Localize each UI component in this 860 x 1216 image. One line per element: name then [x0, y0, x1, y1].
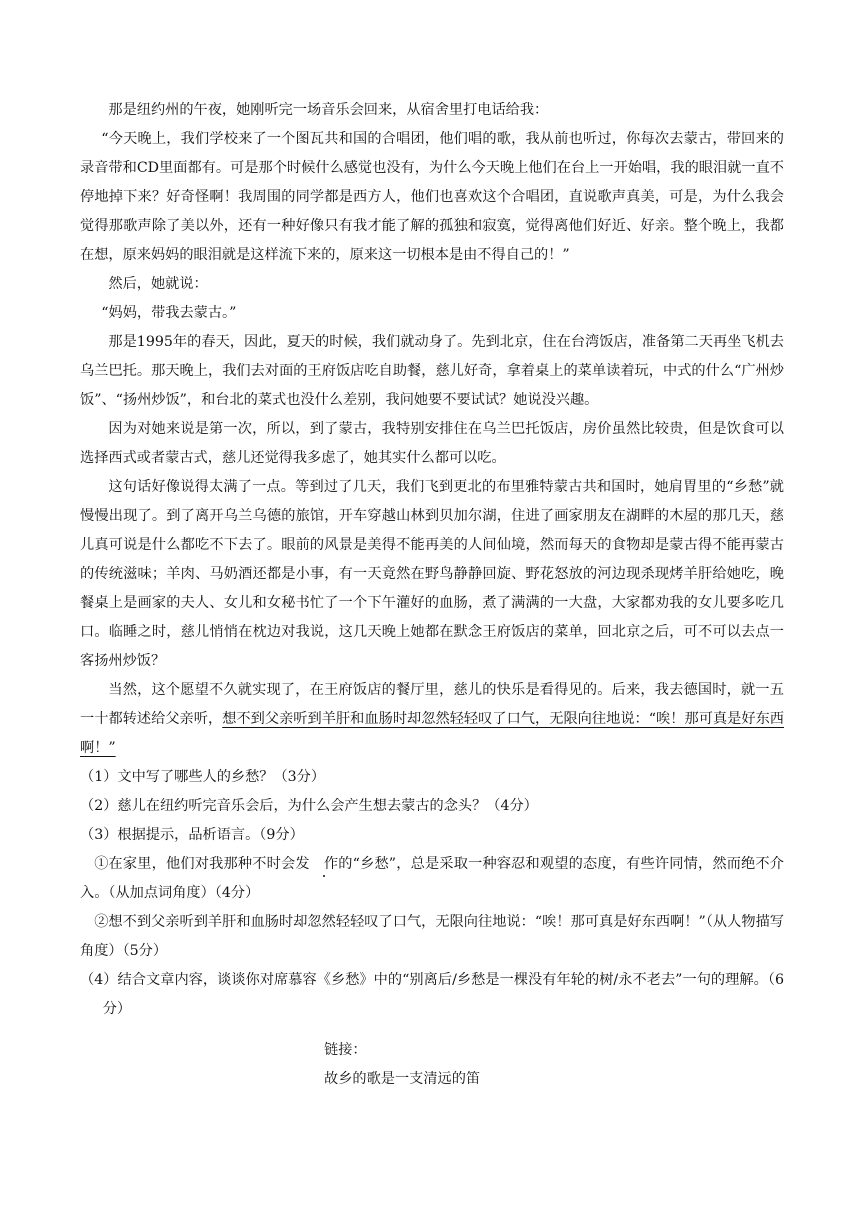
question-3-part-1 — [80, 850, 784, 908]
paragraph-5: 那是1995年的春天，因此，夏天的时候，我们就动身了。先到北京，住在台湾饭店，准备第二天再坐飞机去乌兰巴托。那天晚上，我们去对面的王府饭店吃自助餐，慈儿好奇，拿着桌上的菜单读着玩，中式的什么“广州炒饭”、“扬州炒饭”，和台北的菜式也没什么差别，我问她要不要试试？她说没兴趣。 — [80, 334, 784, 408]
question-4: （4）结合文章内容，谈谈你对席慕容《乡愁》中的“别离后/乡愁是一棵没有年轮的树/永不老去”一句的理解。（6分） — [80, 972, 784, 1017]
paragraph-1: 那是纽约州的午夜，她刚听完一场音乐会回来，从宿舍里打电话给我： — [108, 102, 549, 118]
question-3: （3）根据提示，品析语言。（9分） — [80, 827, 304, 843]
paragraph-8-text: 当然，这个愿望不久就实现了，在王府饭店的餐厅里，慈儿的快乐是看得见的。后来，我去德国时，就一五一十都转述给父亲听， — [80, 682, 784, 727]
question-2: （2）慈儿在纽约听完音乐会后，为什么会产生想去蒙古的念头？（4分） — [80, 798, 538, 814]
link-label: 链接： — [324, 1042, 367, 1058]
link-section — [80, 1036, 784, 1094]
paragraph-8 — [80, 676, 784, 763]
paragraph-3: 然后，她就说： — [108, 276, 208, 292]
question-3a-text-before: ①在家里，他们对我那种不时会发 — [94, 856, 310, 872]
document-page — [80, 96, 784, 1094]
link-title: 故乡的歌是一支清远的笛 — [324, 1071, 481, 1087]
question-3a-text-after: 的“乡愁”，总是采取一种容忍和观望的态度，有些许同情，然而绝不介入。（从加点词角度）（4分） — [80, 856, 784, 901]
question-3-part-2: ②想不到父亲听到羊肝和血肠时却忽然轻轻叹了口气，无限向往地说：“唉！那可真是好东西啊！”（从人物描写角度）（5分） — [80, 914, 784, 959]
paragraph-7: 这句话好像说得太满了一点。等到过了几天，我们飞到更北的布里雅特蒙古共和国时，她肩胃里的“乡愁”就慢慢出现了。到了离开乌兰乌德的旅馆，开车穿越山林到贝加尔湖，住进了画家朋友在湖畔的木屋的那几天，慈儿真可说是什么都吃不下去了。眼前的风景是美得不能再美的人间仙境，然而每天的食物却是蒙古得不能再蒙古的传统滋味；羊肉、马奶酒还都是小事，有一天竟然在野鸟静静回旋、野花怒放的河边现杀现烤羊肝给她吃，晚餐桌上是画家的夫人、女儿和女秘书忙了一个下午灌好的血肠，煮了满满的一大盘，大家都劝我的女儿要多吃几口。临睡之时，慈儿悄悄在枕边对我说，这几天晚上她都在默念王府饭店的菜单，回北京之后，可不可以去点一客扬州炒饭？ — [80, 479, 784, 669]
paragraph-6: 因为对她来说是第一次，所以，到了蒙古，我特别安排住在乌兰巴托饭店，房价虽然比较贵，但是饮食可以选择西式或者蒙古式，慈儿还觉得我多虑了，她其实什么都可以吃。 — [80, 421, 784, 466]
paragraph-2: “今天晚上，我们学校来了一个图瓦共和国的合唱团，他们唱的歌，我从前也听过，你每次去蒙古，带回来的录音带和CD里面都有。可是那个时候什么感觉也没有，为什么今天晚上他们在台上一开始唱，我的眼泪就一直不停地掉下来？好奇怪啊！我周围的同学都是西方人，他们也喜欢这个合唱团，直说歌声真美，可是，为什么我会觉得那歌声除了美以外，还有一种好像只有我才能了解的孤独和寂寞，觉得离他们好近、好亲。整个晚上，我都在想，原来妈妈的眼泪就是这样流下来的，原来这一切根本是由不得自己的！” — [80, 131, 784, 263]
paragraph-4: “妈妈，带我去蒙古。” — [101, 305, 237, 321]
underlined-sentence: 想不到父亲听到羊肝和血肠时却忽然轻轻叹了口气，无限向往地说：“唉！那可真是好东西啊！” — [80, 711, 784, 756]
emphasis-dotted-word: 作 — [310, 850, 338, 879]
question-1: （1）文中写了哪些人的乡愁？（3分） — [80, 769, 326, 785]
